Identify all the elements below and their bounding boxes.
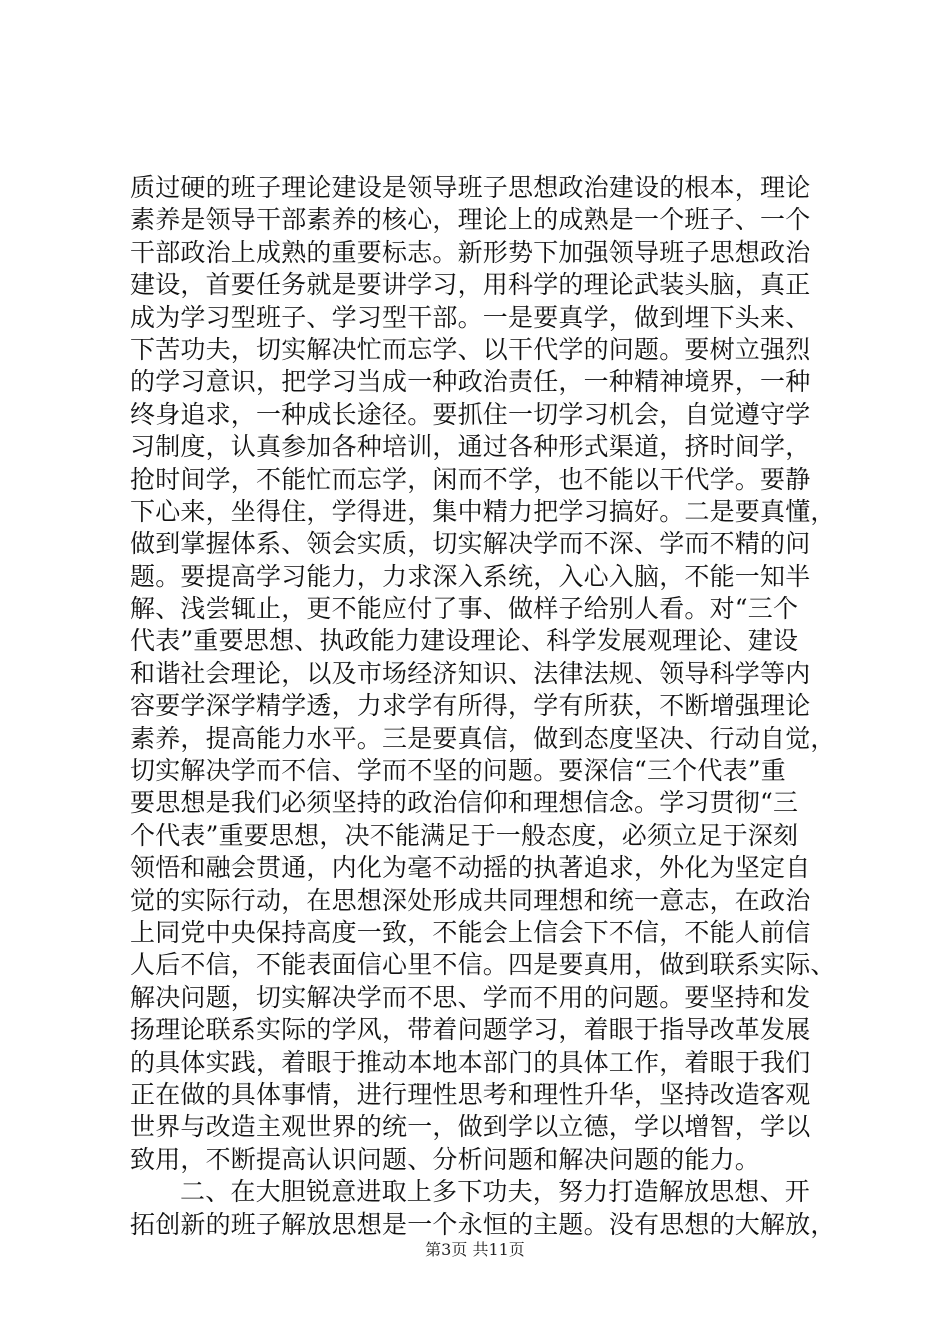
text-line: 扬理论联系实际的学风，带着问题学习，着眼于指导改革发展 — [130, 1015, 811, 1045]
text-line: 建设，首要任务就是要讲学习，用科学的理论武装头脑，真正 — [130, 270, 811, 300]
text-line: 上同党中央保持高度一致，不能会上信会下不信，不能人前信 — [130, 917, 811, 947]
text-line: 个代表”重要思想，决不能满足于一般态度，必须立足于深刻 — [130, 820, 799, 850]
text-line: 拓创新的班子解放思想是一个永恒的主题。没有思想的大解放， — [130, 1209, 836, 1239]
text-line: 和谐社会理论，以及市场经济知识、法律法规、领导科学等内 — [130, 658, 811, 688]
paragraph-heading-line: 二、在大胆锐意进取上多下功夫，努力打造解放思想、开 — [180, 1177, 811, 1207]
text-line: 容要学深学精学透，力求学有所得，学有所获，不断增强理论 — [130, 691, 811, 721]
text-line: 习制度，认真参加各种培训，通过各种形式渠道，挤时间学， — [130, 432, 811, 462]
text-line: 的学习意识，把学习当成一种政治责任，一种精神境界，一种 — [130, 367, 811, 397]
text-line: 觉的实际行动，在思想深处形成共同理想和统一意志，在政治 — [130, 885, 811, 915]
page-number: 第3页 共11页 — [425, 1240, 525, 1259]
text-line: 解决问题，切实解决学而不思、学而不用的问题。要坚持和发 — [130, 982, 811, 1012]
text-line: 切实解决学而不信、学而不坚的问题。要深信“三个代表”重 — [130, 756, 786, 786]
text-line: 正在做的具体事情，进行理性思考和理性升华，坚持改造客观 — [130, 1079, 811, 1109]
text-line: 下苦功夫，切实解决忙而忘学、以干代学的问题。要树立强烈 — [130, 334, 811, 364]
page-footer — [0, 1240, 950, 1260]
text-line: 抢时间学，不能忙而忘学，闲而不学，也不能以干代学。要静 — [130, 464, 811, 494]
text-line: 题。要提高学习能力，力求深入系统，入心入脑，不能一知半 — [130, 561, 811, 591]
text-line: 领悟和融会贯通，内化为毫不动摇的执著追求，外化为坚定自 — [130, 853, 811, 883]
text-line: 做到掌握体系、领会实质，切实解决学而不深、学而不精的问 — [130, 529, 811, 559]
text-line: 下心来，坐得住，学得进，集中精力把学习搞好。二是要真懂， — [130, 496, 836, 526]
text-line: 代表”重要思想、执政能力建设理论、科学发展观理论、建设 — [130, 626, 799, 656]
text-line: 素养是领导干部素养的核心，理论上的成熟是一个班子、一个 — [130, 205, 811, 235]
text-line: 素养，提高能力水平。三是要真信，做到态度坚决、行动自觉， — [130, 723, 836, 753]
text-line: 质过硬的班子理论建设是领导班子思想政治建设的根本，理论 — [130, 173, 811, 202]
text-line: 致用，不断提高认识问题、分析问题和解决问题的能力。 — [130, 1144, 761, 1174]
text-line: 世界与改造主观世界的统一，做到学以立德，学以增智，学以 — [130, 1112, 811, 1142]
text-line: 解、浅尝辄止，更不能应付了事、做样子给别人看。对“三个 — [130, 594, 799, 624]
text-line: 干部政治上成熟的重要标志。新形势下加强领导班子思想政治 — [130, 237, 811, 267]
text-line: 成为学习型班子、学习型干部。一是要真学，做到埋下头来、 — [130, 302, 811, 332]
body-text — [130, 172, 836, 1241]
text-line: 要思想是我们必须坚持的政治信仰和理想信念。学习贯彻“三 — [130, 788, 799, 818]
text-line: 的具体实践，着眼于推动本地本部门的具体工作，着眼于我们 — [130, 1047, 811, 1077]
text-line: 终身追求，一种成长途径。要抓住一切学习机会，自觉遵守学 — [130, 399, 811, 429]
text-line: 人后不信，不能表面信心里不信。四是要真用，做到联系实际、 — [130, 950, 836, 980]
